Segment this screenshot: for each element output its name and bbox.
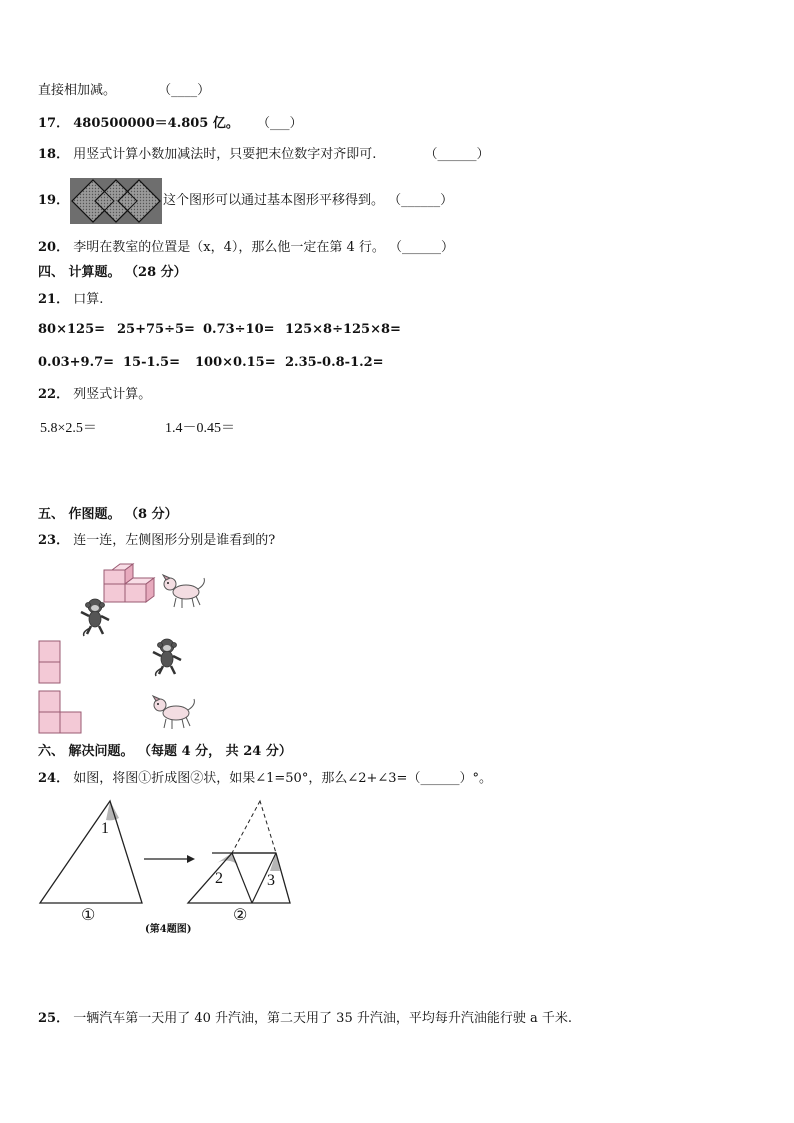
triangle-1 <box>40 801 142 903</box>
angle-2-label: 2 <box>215 870 223 887</box>
figure-1-label: ① <box>81 907 96 924</box>
q19 <box>163 193 453 209</box>
q22-item: 5.8×2.5＝ <box>40 421 97 436</box>
q19-text: 这个图形可以通过基本图形平移得到。 <box>163 193 385 208</box>
q23-view-shape-2 <box>38 690 84 734</box>
q17-number: 17． <box>38 116 70 131</box>
q18 <box>38 147 490 163</box>
q19-number-line <box>38 193 69 209</box>
q23-text: 连一连，左侧图形分别是谁看到的? <box>73 533 276 548</box>
q22-item: 1.4－0.45＝ <box>165 421 235 436</box>
q18-answer-blank[interactable]: （______） <box>424 147 490 162</box>
q21-item: 0.73÷10= <box>203 322 275 337</box>
q19-number: 19． <box>38 193 70 208</box>
q21-item: 15-1.5= <box>123 355 180 370</box>
q20 <box>38 240 454 256</box>
q21 <box>38 292 103 308</box>
q21-item: 125×8÷125×8= <box>285 322 401 337</box>
section-4-heading: 四、 计算题。 （28 分） <box>38 265 187 280</box>
q16-tail <box>38 83 210 99</box>
angle-3-label: 3 <box>267 872 275 889</box>
q24-fold-figure <box>38 798 298 933</box>
q22-text: 列竖式计算。 <box>73 387 152 402</box>
q24-text: 如图，将图①折成图②状，如果∠1=50°，那么∠2+∠3=（______）°。 <box>73 771 492 786</box>
q17-text: 480500000＝4.805 亿。 <box>73 116 239 131</box>
dog-icon[interactable] <box>150 695 198 731</box>
q21-item: 0.03+9.7= <box>38 355 115 370</box>
section-6-heading: 六、 解决问题。 （每题 4 分， 共 24 分） <box>38 744 292 759</box>
q18-text: 用竖式计算小数加减法时，只要把末位数字对齐即可. <box>73 147 377 162</box>
q25 <box>38 1011 572 1027</box>
q21-item: 2.35-0.8-1.2= <box>285 355 384 370</box>
q24-figure-caption: (第4题图) <box>145 924 192 935</box>
section-5-heading: 五、 作图题。 （8 分） <box>38 507 178 522</box>
q19-diamond-pattern-figure <box>70 178 162 224</box>
q18-number: 18． <box>38 147 70 162</box>
q17-answer-blank[interactable]: （___） <box>257 116 303 131</box>
q25-text: 一辆汽车第一天用了 40 升汽油，第二天用了 35 升汽油，平均每升汽油能行驶 a 千米. <box>73 1011 572 1026</box>
q22 <box>38 387 151 403</box>
q21-item: 25+75÷5= <box>117 322 195 337</box>
q23-number: 23． <box>38 533 70 548</box>
q17 <box>38 116 303 132</box>
q23 <box>38 533 275 549</box>
q23-view-shape-1 <box>38 640 62 684</box>
q21-item: 100×0.15= <box>195 355 276 370</box>
q21-number: 21． <box>38 292 70 307</box>
q22-number: 22． <box>38 387 70 402</box>
q20-text: 李明在教室的位置是（x，4），那么他一定在第 4 行。 <box>73 240 385 255</box>
figure-2-label: ② <box>233 907 248 924</box>
q16-text: 直接相加减。 <box>38 83 117 98</box>
q21-text: 口算. <box>73 292 104 307</box>
q20-number: 20． <box>38 240 70 255</box>
q24-number: 24． <box>38 771 70 786</box>
q16-answer-blank[interactable]: （____） <box>158 83 211 98</box>
q24 <box>38 771 492 787</box>
angle-1-label: 1 <box>101 820 109 837</box>
monkey-icon[interactable] <box>150 638 186 676</box>
q21-item: 80×125= <box>38 322 106 337</box>
q20-answer-blank[interactable]: （______） <box>389 240 455 255</box>
q19-answer-blank[interactable]: （______） <box>388 193 454 208</box>
monkey-icon <box>78 598 114 636</box>
dog-icon <box>160 574 208 610</box>
q25-number: 25． <box>38 1011 70 1026</box>
